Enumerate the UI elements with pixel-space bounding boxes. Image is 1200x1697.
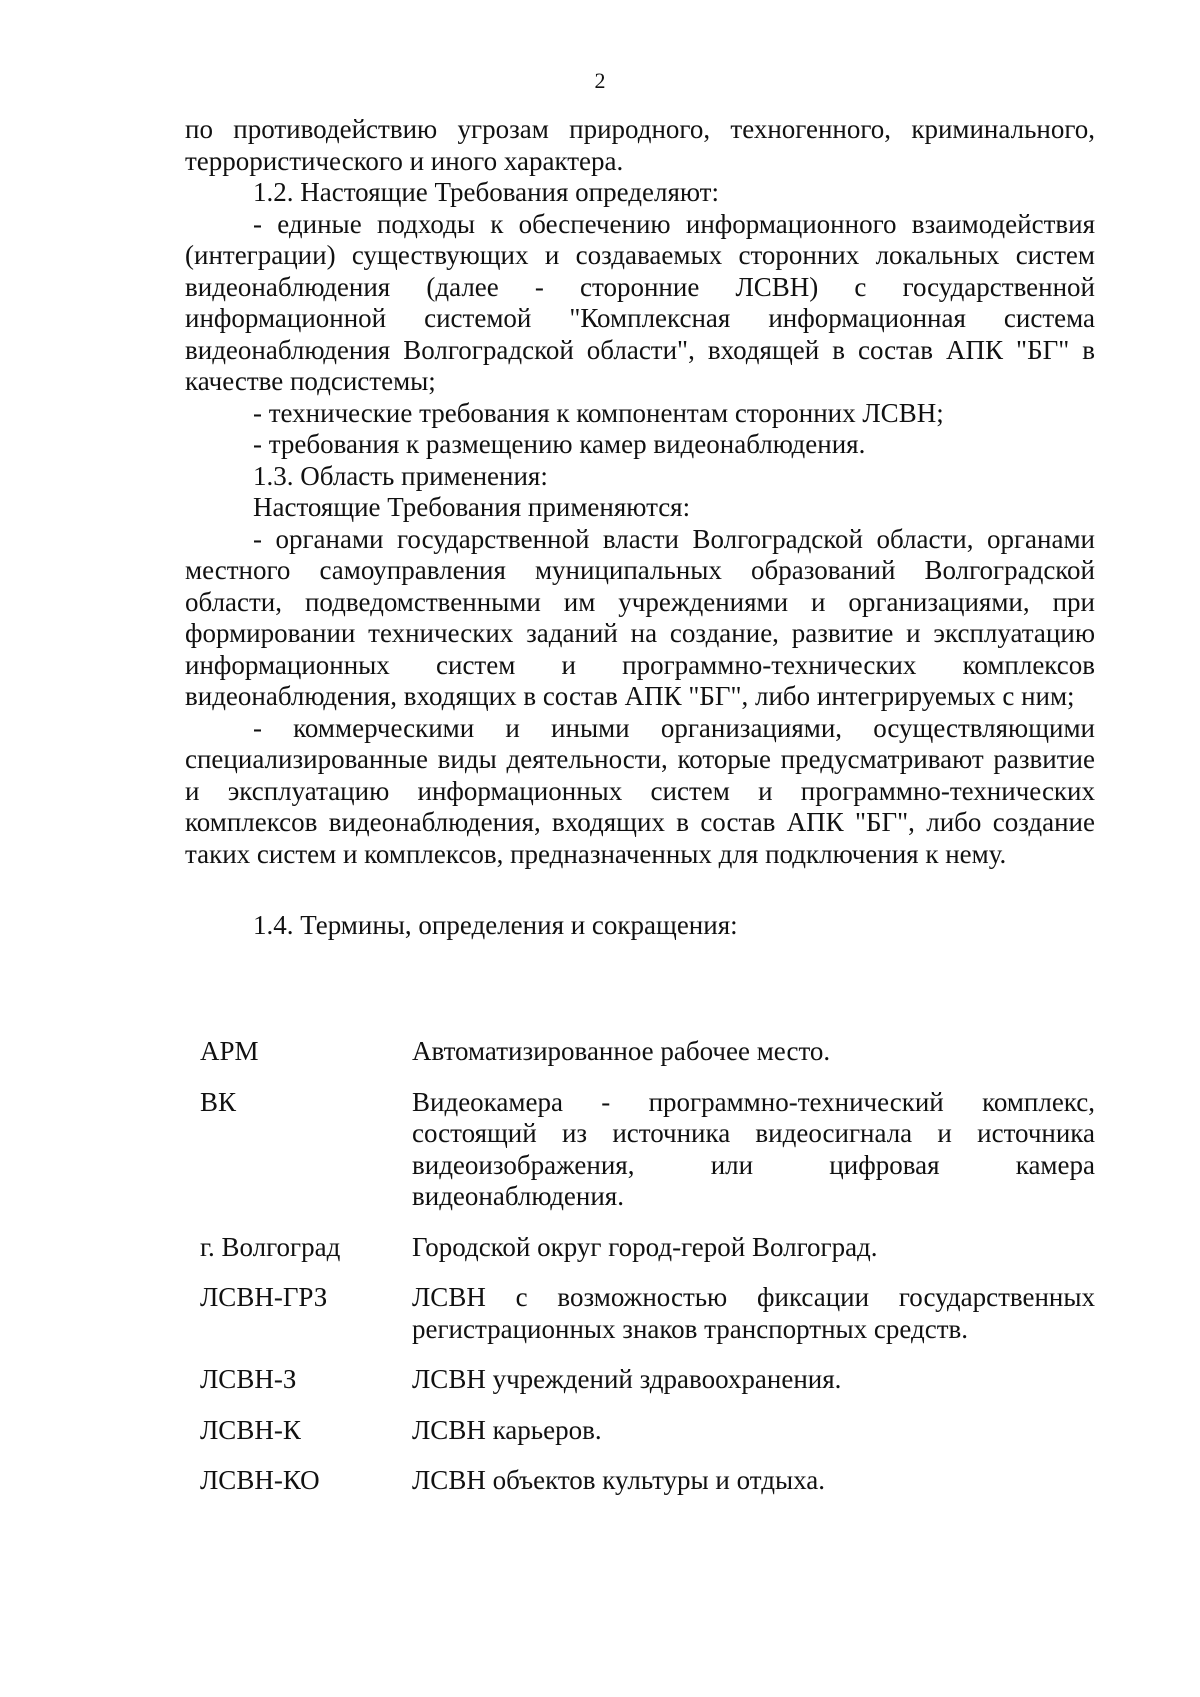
term-abbreviation: г. Волгоград — [200, 1231, 341, 1262]
term-abbreviation: АРМ — [200, 1036, 259, 1066]
term-definition: ЛСВН объектов культуры и отдыха. — [412, 1465, 825, 1495]
term-row — [200, 1415, 1095, 1447]
paragraph-unified-approaches: - единые подходы к обеспечению информационного взаимодействия (интеграции) существующих и создаваемых сторонних локальных систем видеонаблюдения (далее - сторонние ЛСВН) с государственной информационной системой "Комплексная информационная система видеонаблюдения Волгоградской области", входящей в состав АПК "БГ" в качестве подсистемы; — [185, 208, 1095, 396]
document-body — [185, 114, 1095, 942]
term-definition: Видеокамера - программно-технический комплекс, состоящий из источника видеосигнала и источника видеоизображения, или цифровая камера видеонаблюдения. — [412, 1086, 1095, 1211]
term-abbreviation: ВК — [200, 1086, 237, 1117]
terms-list — [200, 1036, 1095, 1516]
term-abbreviation: ЛСВН-К — [200, 1414, 301, 1445]
paragraph-1-2-heading: 1.2. Настоящие Требования определяют: — [253, 177, 719, 207]
term-row — [200, 1232, 1095, 1264]
term-row — [200, 1282, 1095, 1345]
term-definition: Городской округ город-герой Волгоград. — [412, 1231, 878, 1262]
term-row — [200, 1465, 1095, 1497]
term-definition: ЛСВН карьеров. — [412, 1414, 602, 1445]
term-abbreviation: ЛСВН-КО — [200, 1465, 320, 1495]
paragraph-applied-by: Настоящие Требования применяются: — [253, 492, 691, 522]
paragraph-1-3-heading: 1.3. Область применения: — [253, 460, 548, 491]
term-row — [200, 1036, 1095, 1068]
term-definition: ЛСВН с возможностью фиксации государственных регистрационных знаков транспортных средств. — [412, 1282, 1095, 1344]
term-definition: ЛСВН учреждений здравоохранения. — [412, 1364, 842, 1394]
paragraph-government-bodies: - органами государственной власти Волгоградской области, органами местного самоуправления муниципальных образований Волгоградской области, подведомственными им учреждениями и организациями, при формировании технических заданий на создание, развитие и эксплуатацию информационных систем и программно-технических комплексов видеонаблюдения, входящих в состав АПК "БГ", либо интегрируемых с ним; — [185, 523, 1095, 711]
term-row — [200, 1364, 1095, 1396]
term-row — [200, 1087, 1095, 1213]
term-abbreviation: ЛСВН-ГРЗ — [200, 1282, 328, 1312]
term-definition: Автоматизированное рабочее место. — [412, 1036, 831, 1066]
paragraph-technical-requirements: - технические требования к компонентам сторонних ЛСВН; — [253, 397, 944, 428]
page-number: 2 — [594, 68, 606, 93]
paragraph-continuation: по противодействию угрозам природного, техногенного, криминального, террористического и иного характера. — [185, 114, 1095, 176]
terms-heading: 1.4. Термины, определения и сокращения: — [253, 910, 738, 940]
paragraph-commercial-organizations: - коммерческими и иными организациями, осуществляющими специализированные виды деятельности, которые предусматривают развитие и эксплуатацию информационных систем и программно-технических комплексов видеонаблюдения, входящих в состав АПК "БГ", либо создание таких систем и комплексов, предназначенных для подключения к нему. — [185, 712, 1095, 869]
term-abbreviation: ЛСВН-З — [200, 1364, 297, 1394]
paragraph-camera-placement: - требования к размещению камер видеонаблюдения. — [253, 429, 866, 459]
